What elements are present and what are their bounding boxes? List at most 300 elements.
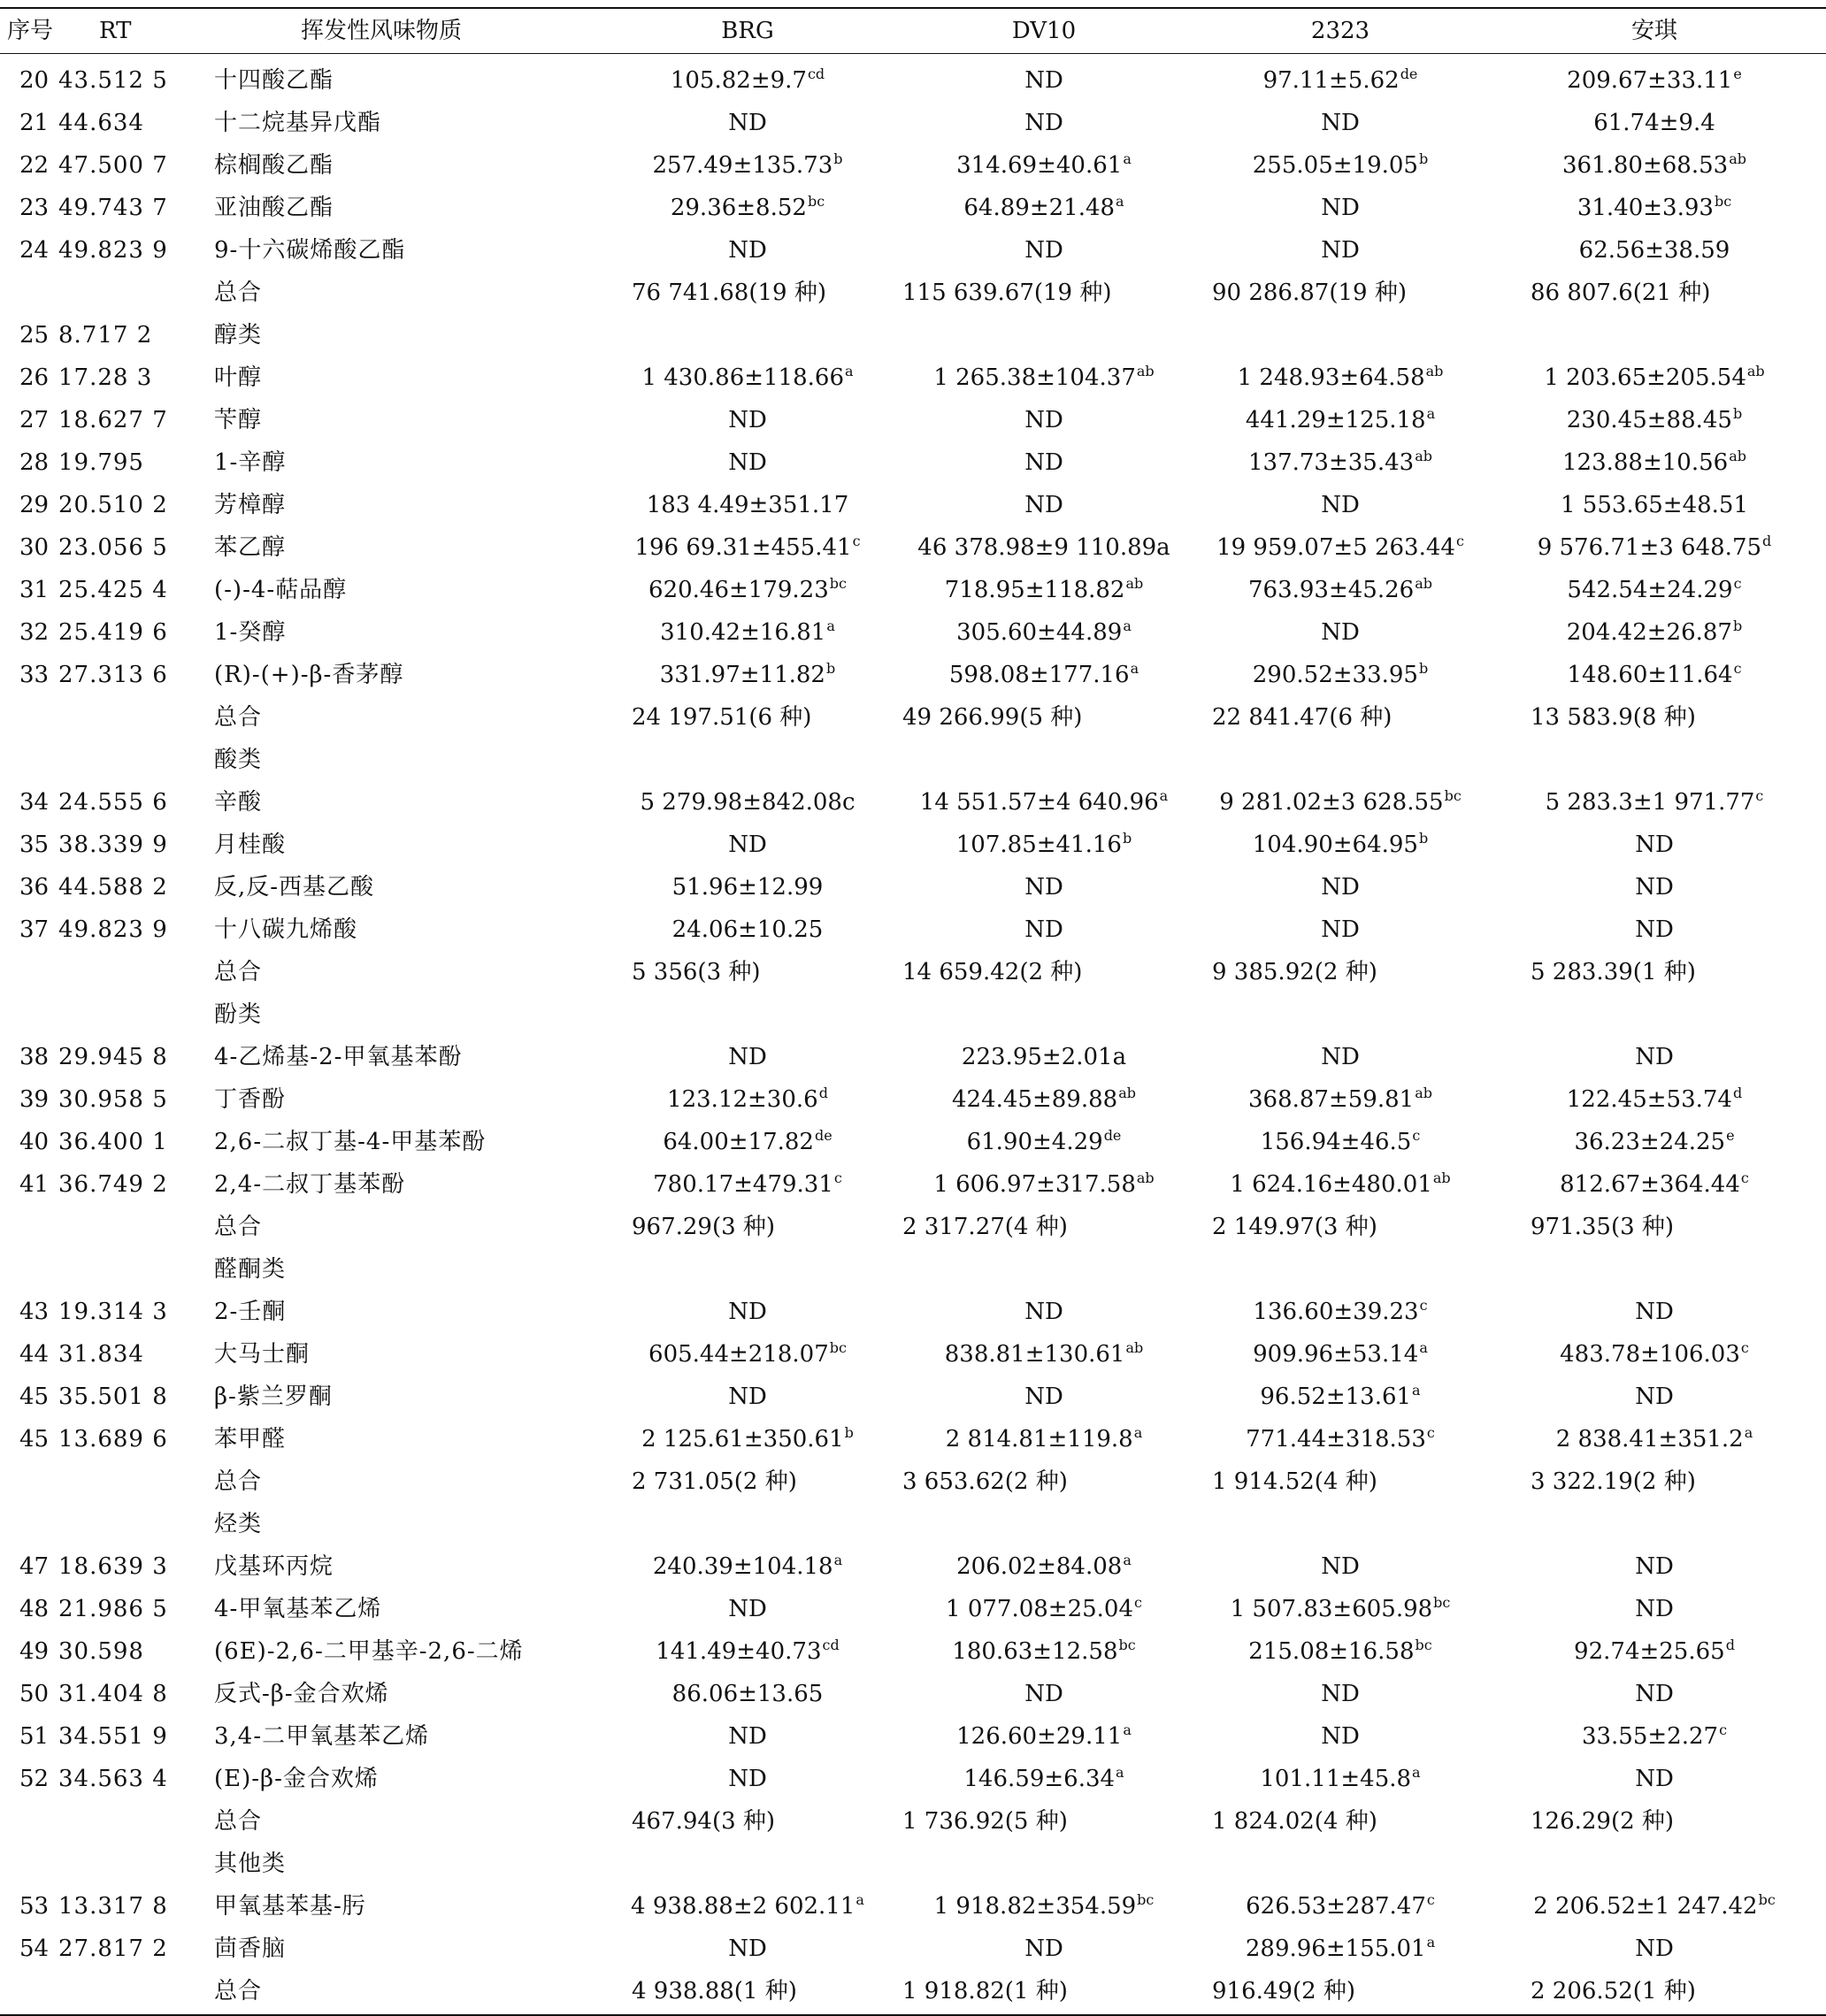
- value-cell: [1495, 144, 1814, 189]
- value-cell: [1194, 1630, 1486, 1675]
- value-text: 2 149.97(3 种): [1212, 1214, 1377, 1240]
- table-row: [0, 441, 1826, 484]
- value-cell: [602, 399, 894, 441]
- significance-superscript: b: [1418, 660, 1429, 677]
- value-text: ND: [728, 832, 767, 858]
- row-index: 35: [19, 832, 50, 858]
- total-label: 总合: [214, 1978, 263, 2005]
- significance-superscript: a: [1130, 660, 1139, 677]
- value-cell: [1194, 187, 1486, 229]
- value-text: ND: [1024, 916, 1063, 943]
- value-cell: [1495, 1036, 1814, 1078]
- table-header-rule: [0, 53, 1826, 54]
- table-row: [0, 1376, 1826, 1418]
- value-cell: [1194, 399, 1486, 444]
- total-label: 总合: [214, 704, 263, 731]
- compound-name: 反式-β-金合欢烯: [214, 1681, 389, 1707]
- value-text: 1 824.02(4 种): [1212, 1808, 1377, 1835]
- table-row: [0, 1036, 1826, 1078]
- value-text: ND: [1321, 492, 1360, 518]
- value-text: 86 807.6(21 种): [1531, 280, 1711, 306]
- value-cell: [1495, 1758, 1814, 1800]
- value-text: ND: [1024, 1384, 1063, 1410]
- value-text: 146.59±6.34: [963, 1766, 1116, 1792]
- significance-superscript: ab: [1746, 363, 1765, 379]
- significance-superscript: c: [1426, 1424, 1435, 1441]
- significance-superscript: a: [1419, 1339, 1428, 1356]
- compound-name: 苯乙醇: [214, 534, 287, 561]
- row-retention-time: 30.598: [58, 1638, 144, 1665]
- value-text: ND: [1321, 1681, 1360, 1707]
- significance-superscript: d: [1732, 1085, 1743, 1101]
- value-text: 107.85±41.16: [955, 832, 1122, 858]
- row-retention-time: 38.339 9: [58, 832, 168, 858]
- value-cell: [602, 1036, 894, 1078]
- value-cell: [1495, 441, 1814, 487]
- total-value: [902, 1206, 1185, 1248]
- value-cell: [894, 908, 1194, 951]
- header-angel: 安琪: [1630, 18, 1677, 44]
- significance-superscript: c: [1740, 1339, 1749, 1356]
- value-text: ND: [728, 1596, 767, 1622]
- value-cell: [602, 484, 894, 526]
- significance-superscript: bc: [829, 575, 847, 592]
- total-row: [0, 951, 1826, 993]
- significance-superscript: a: [1116, 1764, 1124, 1781]
- total-row: [0, 1970, 1826, 2012]
- significance-superscript: a: [1412, 1764, 1421, 1781]
- row-index: 51: [19, 1723, 50, 1750]
- compound-name: 酚类: [214, 1001, 263, 1028]
- value-cell: [894, 1418, 1194, 1463]
- value-text: 255.05±19.05: [1252, 152, 1418, 179]
- value-text: 2 838.41±351.2: [1555, 1426, 1744, 1453]
- value-cell: [602, 102, 894, 144]
- row-retention-time: 25.419 6: [58, 619, 168, 646]
- total-label: 总合: [214, 280, 263, 306]
- row-index: 40: [19, 1129, 50, 1155]
- value-cell: [1194, 1673, 1486, 1715]
- row-index: 45: [19, 1426, 50, 1453]
- value-text: ND: [1635, 1936, 1674, 1962]
- significance-superscript: a: [1744, 1424, 1753, 1441]
- table-row: [0, 1885, 1826, 1928]
- compound-name: 十四酸乙酯: [214, 67, 334, 94]
- significance-superscript: a: [1159, 787, 1169, 804]
- significance-superscript: c: [1134, 1594, 1142, 1611]
- value-text: 5 279.98±842.08c: [640, 789, 855, 816]
- row-index: 38: [19, 1044, 50, 1070]
- value-cell: [602, 824, 894, 866]
- value-text: 90 286.87(19 种): [1212, 280, 1407, 306]
- compound-name: β-紫兰罗酮: [214, 1384, 333, 1410]
- value-cell: [1495, 1545, 1814, 1588]
- table-row: [0, 1673, 1826, 1715]
- value-cell: [1495, 1121, 1814, 1166]
- compound-name: 戊基环丙烷: [214, 1553, 334, 1580]
- value-text: 331.97±11.82: [659, 662, 825, 688]
- table-row: [0, 102, 1826, 144]
- value-text: ND: [1024, 874, 1063, 901]
- value-cell: [602, 1121, 894, 1166]
- compound-name: 4-乙烯基-2-甲氧基苯酚: [214, 1044, 463, 1070]
- table-row: [0, 908, 1826, 951]
- row-index: 45: [19, 1384, 50, 1410]
- total-value: [1212, 1460, 1486, 1503]
- value-cell: [602, 866, 894, 908]
- value-text: 909.96±53.14: [1253, 1341, 1419, 1368]
- compound-name: (R)-(+)-β-香茅醇: [214, 662, 404, 688]
- value-cell: [894, 654, 1194, 699]
- total-value: [1531, 1970, 1814, 2012]
- value-text: 467.94(3 种): [632, 1808, 776, 1835]
- value-text: 483.78±106.03: [1560, 1341, 1740, 1368]
- row-retention-time: 31.404 8: [58, 1681, 168, 1707]
- row-index: 20: [19, 67, 50, 94]
- significance-superscript: a: [1123, 617, 1132, 634]
- significance-superscript: b: [1732, 405, 1743, 422]
- value-text: 51.96±12.99: [671, 874, 824, 901]
- compound-name: 苯甲醛: [214, 1426, 287, 1453]
- compound-name: 芳樟醇: [214, 492, 287, 518]
- significance-superscript: a: [845, 363, 854, 379]
- value-cell: [1194, 1376, 1486, 1421]
- value-cell: [1495, 1673, 1814, 1715]
- value-cell: [1194, 654, 1486, 699]
- value-cell: [1194, 356, 1486, 402]
- significance-superscript: c: [1755, 787, 1764, 804]
- value-text: ND: [1024, 110, 1063, 136]
- value-text: 33.55±2.27: [1581, 1723, 1719, 1750]
- significance-superscript: d: [1725, 1637, 1735, 1653]
- total-value: [902, 696, 1185, 739]
- value-text: 61.90±4.29: [966, 1129, 1103, 1155]
- value-cell: [1194, 1036, 1486, 1078]
- value-text: 1 203.65±205.54: [1544, 364, 1746, 391]
- row-retention-time: 44.588 2: [58, 874, 168, 901]
- total-value: [1212, 951, 1486, 993]
- value-text: 967.29(3 种): [632, 1214, 776, 1240]
- value-text: 76 741.68(19 种): [632, 280, 826, 306]
- compound-name: 反,反-西基乙酸: [214, 874, 375, 901]
- value-cell: [1495, 59, 1814, 104]
- table-row: [0, 824, 1826, 866]
- table-row: [0, 526, 1826, 569]
- significance-superscript: ab: [1118, 1085, 1136, 1101]
- significance-superscript: c: [1733, 575, 1742, 592]
- total-value: [1531, 272, 1814, 314]
- value-cell: [894, 1163, 1194, 1208]
- value-text: 24.06±10.25: [671, 916, 824, 943]
- significance-superscript: de: [814, 1127, 832, 1144]
- value-cell: [602, 1078, 894, 1123]
- table-row: [0, 356, 1826, 399]
- header-dv10: DV10: [1011, 18, 1077, 44]
- value-cell: [1495, 1418, 1814, 1463]
- value-text: 257.49±135.73: [652, 152, 833, 179]
- value-cell: [1194, 1588, 1486, 1633]
- significance-superscript: c: [1740, 1169, 1749, 1186]
- significance-superscript: bc: [1415, 1637, 1432, 1653]
- value-cell: [1495, 229, 1814, 272]
- value-cell: [1495, 1333, 1814, 1378]
- value-text: 104.90±64.95: [1252, 832, 1418, 858]
- significance-superscript: ab: [1415, 1085, 1432, 1101]
- row-retention-time: 19.795: [58, 449, 144, 476]
- row-index: 30: [19, 534, 50, 561]
- significance-superscript: c: [1733, 660, 1742, 677]
- value-cell: [1495, 908, 1814, 951]
- significance-superscript: ab: [1729, 150, 1746, 167]
- row-retention-time: 20.510 2: [58, 492, 168, 518]
- value-text: 22 841.47(6 种): [1212, 704, 1393, 731]
- table-row: [0, 1078, 1826, 1121]
- significance-superscript: b: [844, 1424, 854, 1441]
- table-row: [0, 144, 1826, 187]
- total-value: [1212, 696, 1486, 739]
- significance-superscript: a: [855, 1891, 864, 1908]
- compound-name: 叶醇: [214, 364, 263, 391]
- value-text: 1 914.52(4 种): [1212, 1468, 1377, 1495]
- value-cell: [1194, 1885, 1486, 1930]
- value-cell: [1194, 1333, 1486, 1378]
- row-index: 34: [19, 789, 50, 816]
- value-text: 204.42±26.87: [1566, 619, 1732, 646]
- value-text: 441.29±125.18: [1245, 407, 1426, 433]
- significance-superscript: bc: [1758, 1891, 1776, 1908]
- compound-name: 丁香酚: [214, 1086, 287, 1113]
- value-text: 97.11±5.62: [1262, 67, 1400, 94]
- value-text: 14 659.42(2 种): [902, 959, 1083, 985]
- significance-superscript: b: [1418, 830, 1429, 847]
- row-index: 47: [19, 1553, 50, 1580]
- significance-superscript: b: [1418, 150, 1429, 167]
- row-index: 53: [19, 1893, 50, 1920]
- row-retention-time: 27.817 2: [58, 1936, 168, 1962]
- significance-superscript: cd: [807, 65, 825, 82]
- value-text: ND: [728, 110, 767, 136]
- value-cell: [1495, 654, 1814, 699]
- row-retention-time: 49.823 9: [58, 916, 168, 943]
- significance-superscript: ab: [1432, 1169, 1451, 1186]
- value-text: 4 938.88±2 602.11: [631, 1893, 855, 1920]
- row-index: 33: [19, 662, 50, 688]
- header-index: 序号: [7, 18, 54, 44]
- value-text: 780.17±479.31: [653, 1171, 833, 1198]
- value-text: ND: [1635, 1299, 1674, 1325]
- significance-superscript: c: [1719, 1721, 1728, 1738]
- value-cell: [1495, 1291, 1814, 1333]
- row-retention-time: 17.28 3: [58, 364, 153, 391]
- value-cell: [1495, 484, 1814, 526]
- value-text: 2 731.05(2 种): [632, 1468, 797, 1495]
- value-text: 156.94±46.5: [1260, 1129, 1412, 1155]
- value-text: ND: [728, 449, 767, 476]
- row-retention-time: 18.639 3: [58, 1553, 168, 1580]
- significance-superscript: a: [1116, 193, 1124, 210]
- value-text: 215.08±16.58: [1248, 1638, 1415, 1665]
- table-header-row: [0, 9, 1826, 53]
- value-cell: [602, 1715, 894, 1758]
- compound-name: 2,4-二叔丁基苯酚: [214, 1171, 406, 1198]
- value-text: 763.93±45.26: [1248, 577, 1415, 603]
- table-row: [0, 1121, 1826, 1163]
- significance-superscript: a: [1123, 1721, 1132, 1738]
- significance-superscript: a: [1426, 405, 1436, 422]
- table-row: [0, 1715, 1826, 1758]
- significance-superscript: a: [833, 1552, 843, 1568]
- value-cell: [602, 1673, 894, 1715]
- value-text: 605.44±218.07: [648, 1341, 829, 1368]
- compound-name: 醛酮类: [214, 1256, 287, 1283]
- row-index: 52: [19, 1766, 50, 1792]
- value-text: ND: [1635, 1596, 1674, 1622]
- table-row: [0, 314, 1826, 356]
- significance-superscript: c: [833, 1169, 842, 1186]
- table-row: [0, 187, 1826, 229]
- value-cell: [1194, 441, 1486, 487]
- row-index: 25: [19, 322, 50, 349]
- value-cell: [1495, 356, 1814, 402]
- row-retention-time: 13.689 6: [58, 1426, 168, 1453]
- table-row: [0, 1545, 1826, 1588]
- table-row: [0, 399, 1826, 441]
- value-text: 2 206.52±1 247.42: [1533, 1893, 1758, 1920]
- row-retention-time: 36.400 1: [58, 1129, 168, 1155]
- value-cell: [602, 1545, 894, 1591]
- value-cell: [1194, 1121, 1486, 1166]
- compound-name: 月桂酸: [214, 832, 287, 858]
- compound-name: 其他类: [214, 1851, 287, 1877]
- value-cell: [1495, 1885, 1814, 1930]
- value-text: 838.81±130.61: [944, 1341, 1125, 1368]
- value-cell: [1194, 908, 1486, 951]
- value-text: 13 583.9(8 种): [1531, 704, 1696, 731]
- total-value: [632, 951, 897, 993]
- value-text: ND: [1024, 237, 1063, 264]
- significance-superscript: ab: [1136, 1169, 1155, 1186]
- value-text: 123.88±10.56: [1562, 449, 1729, 476]
- total-value: [1212, 1970, 1486, 2012]
- value-text: 209.67±33.11: [1567, 67, 1733, 94]
- row-index: 26: [19, 364, 50, 391]
- row-index: 27: [19, 407, 50, 433]
- value-text: 136.60±39.23: [1253, 1299, 1419, 1325]
- value-cell: [1495, 399, 1814, 444]
- value-cell: [1194, 144, 1486, 189]
- table-row: [0, 781, 1826, 824]
- significance-superscript: ab: [1729, 448, 1746, 464]
- row-retention-time: 8.717 2: [58, 322, 153, 349]
- row-index: 54: [19, 1936, 50, 1962]
- compound-name: (6E)-2,6-二甲基辛-2,6-二烯: [214, 1638, 524, 1665]
- value-text: ND: [1635, 874, 1674, 901]
- value-text: 361.80±68.53: [1562, 152, 1729, 179]
- value-cell: [602, 611, 894, 656]
- row-index: 23: [19, 195, 50, 221]
- row-retention-time: 34.551 9: [58, 1723, 168, 1750]
- value-cell: [602, 441, 894, 484]
- value-cell: [894, 229, 1194, 272]
- value-text: 19 959.07±5 263.44: [1216, 534, 1455, 561]
- value-text: 290.52±33.95: [1252, 662, 1418, 688]
- compound-name: 3,4-二甲氧基苯乙烯: [214, 1723, 430, 1750]
- value-cell: [894, 1121, 1194, 1166]
- significance-superscript: ab: [1415, 575, 1432, 592]
- value-text: ND: [1024, 1936, 1063, 1962]
- table-row: [0, 993, 1826, 1036]
- value-text: ND: [1635, 1766, 1674, 1792]
- value-text: ND: [728, 237, 767, 264]
- total-row: [0, 696, 1826, 739]
- value-cell: [1495, 569, 1814, 614]
- value-text: 62.56±38.59: [1578, 237, 1730, 264]
- significance-superscript: bc: [1137, 1891, 1155, 1908]
- total-value: [632, 272, 897, 314]
- table-row: [0, 1843, 1826, 1885]
- compound-name: 1-癸醇: [214, 619, 287, 646]
- significance-superscript: d: [1762, 533, 1772, 549]
- table-row: [0, 1248, 1826, 1291]
- table-row: [0, 1630, 1826, 1673]
- total-value: [632, 696, 897, 739]
- row-retention-time: 24.555 6: [58, 789, 168, 816]
- value-cell: [602, 187, 894, 232]
- value-text: 1 077.08±25.04: [946, 1596, 1134, 1622]
- significance-superscript: bc: [1433, 1594, 1451, 1611]
- row-index: 41: [19, 1171, 50, 1198]
- header-compound: 挥发性风味物质: [301, 18, 463, 44]
- value-cell: [894, 866, 1194, 908]
- value-text: 196 69.31±455.41: [634, 534, 852, 561]
- row-retention-time: 43.512 5: [58, 67, 168, 94]
- row-retention-time: 30.958 5: [58, 1086, 168, 1113]
- value-text: 141.49±40.73: [656, 1638, 822, 1665]
- value-text: 1 918.82(1 种): [902, 1978, 1068, 2005]
- value-text: 289.96±155.01: [1245, 1936, 1426, 1962]
- value-text: 64.89±21.48: [963, 195, 1116, 221]
- significance-superscript: a: [1426, 1934, 1436, 1951]
- value-cell: [602, 1291, 894, 1333]
- row-index: 37: [19, 916, 50, 943]
- value-text: 2 125.61±350.61: [641, 1426, 844, 1453]
- value-cell: [1194, 824, 1486, 869]
- significance-superscript: b: [1122, 830, 1132, 847]
- significance-superscript: ab: [1125, 1339, 1144, 1356]
- table-row: [0, 611, 1826, 654]
- value-cell: [1495, 1163, 1814, 1208]
- value-text: ND: [1635, 1681, 1674, 1707]
- value-text: 771.44±318.53: [1246, 1426, 1426, 1453]
- value-text: 64.00±17.82: [663, 1129, 814, 1155]
- total-value: [1531, 951, 1814, 993]
- significance-superscript: a: [826, 617, 835, 634]
- compound-name: (E)-β-金合欢烯: [214, 1766, 379, 1792]
- value-cell: [894, 1036, 1194, 1078]
- value-cell: [894, 1078, 1194, 1123]
- value-cell: [602, 1418, 894, 1463]
- value-text: 620.46±179.23: [648, 577, 829, 603]
- row-index: 36: [19, 874, 50, 901]
- value-cell: [1194, 569, 1486, 614]
- value-text: 9 576.71±3 648.75: [1537, 534, 1762, 561]
- value-text: ND: [728, 1723, 767, 1750]
- significance-superscript: de: [1103, 1127, 1122, 1144]
- value-text: 101.11±45.8: [1260, 1766, 1412, 1792]
- value-text: ND: [1024, 67, 1063, 94]
- value-text: ND: [1321, 874, 1360, 901]
- value-cell: [1495, 866, 1814, 908]
